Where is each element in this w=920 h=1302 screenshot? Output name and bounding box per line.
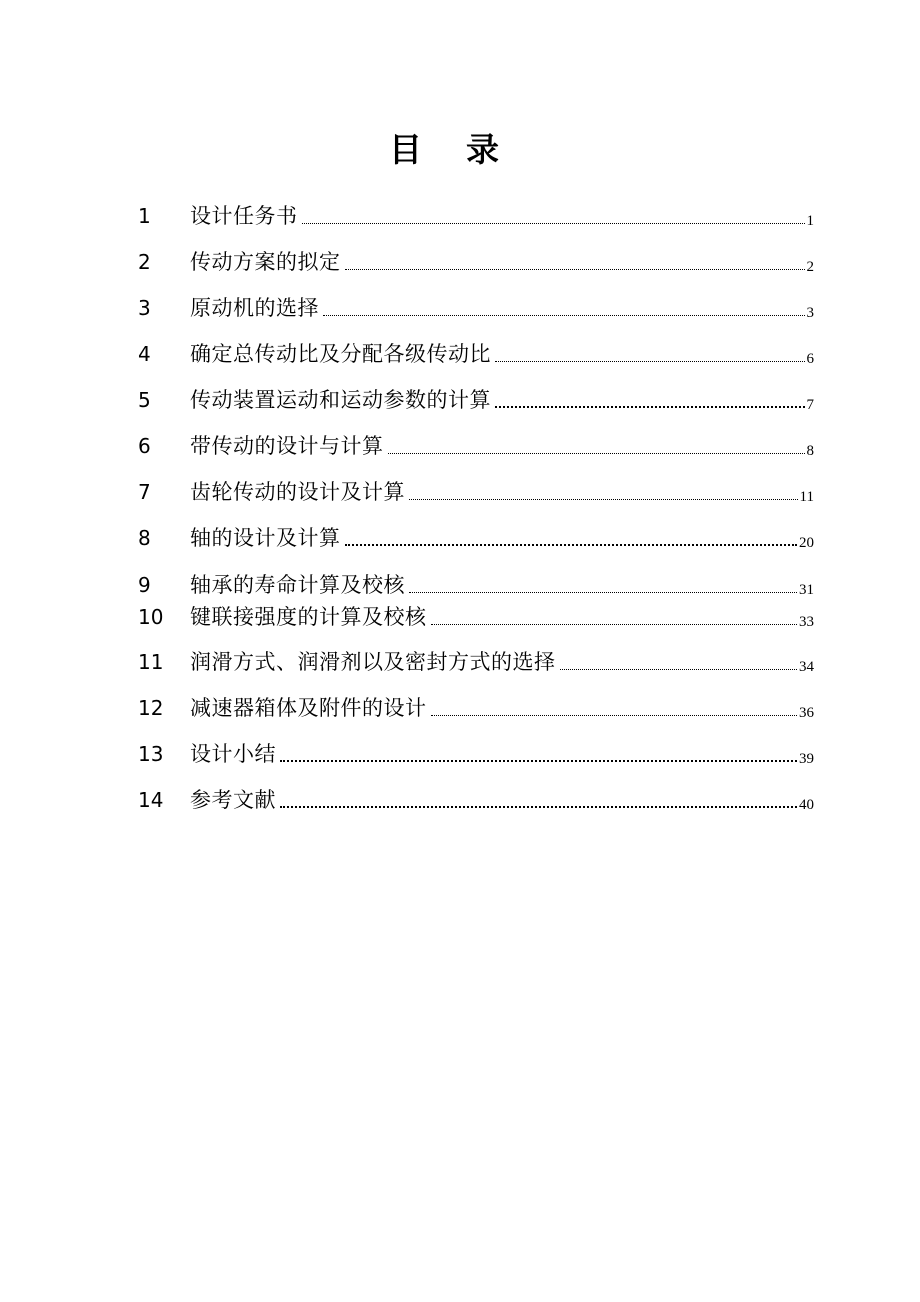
toc-entry-page: 1 [806, 213, 814, 229]
title-char-2: 录 [466, 130, 499, 169]
toc-entry[interactable] [138, 475, 814, 505]
toc-entry-page: 39 [799, 751, 814, 767]
toc-entry-leader [431, 624, 798, 625]
toc-entry[interactable] [138, 199, 814, 229]
toc-entry-title: 键联接强度的计算及校核 [190, 605, 427, 629]
toc-entry-number: 10 [138, 605, 164, 629]
toc-entry[interactable] [138, 737, 814, 767]
toc-entry-title: 齿轮传动的设计及计算 [190, 480, 405, 504]
toc-entry-title: 设计任务书 [190, 204, 298, 228]
toc-entry-number: 5 [138, 388, 151, 412]
toc-entry-page: 36 [799, 705, 814, 721]
toc-entry-page: 34 [799, 659, 814, 675]
toc-entry[interactable] [138, 337, 814, 367]
toc-entry[interactable] [138, 291, 814, 321]
toc-entry-title: 轴承的寿命计算及校核 [190, 573, 405, 597]
toc-entry-page: 8 [806, 443, 814, 459]
toc-entry-leader [280, 806, 797, 808]
toc-entry[interactable] [138, 645, 814, 675]
toc-entry-number: 3 [138, 296, 151, 320]
toc-entry-page: 3 [806, 305, 814, 321]
toc-entry-title: 润滑方式、润滑剂以及密封方式的选择 [190, 650, 556, 674]
toc-entry-leader [323, 315, 805, 316]
toc-entry-title: 设计小结 [190, 742, 276, 766]
toc-entry-page: 2 [806, 259, 814, 275]
toc-entry[interactable] [138, 429, 814, 459]
toc-entry-number: 6 [138, 434, 151, 458]
toc-entry-number: 9 [138, 573, 151, 597]
toc-entry-title: 参考文献 [190, 788, 276, 812]
toc-entry-leader [409, 592, 797, 593]
toc-entry-title: 减速器箱体及附件的设计 [190, 696, 427, 720]
toc-entry-page: 33 [799, 614, 814, 630]
toc-entry-page: 6 [806, 351, 814, 367]
toc-entry-page: 7 [806, 397, 814, 413]
toc-entry-page: 11 [799, 489, 814, 505]
toc-entry-page: 31 [799, 582, 814, 598]
toc-entry-number: 14 [138, 788, 164, 812]
toc-entry-title: 确定总传动比及分配各级传动比 [190, 342, 491, 366]
toc-entry[interactable] [138, 521, 814, 551]
toc-entry-number: 12 [138, 696, 164, 720]
toc-entry[interactable] [138, 568, 814, 598]
toc-entry-title: 原动机的选择 [190, 296, 319, 320]
toc-entry-number: 8 [138, 526, 151, 550]
toc-entry-title: 传动装置运动和运动参数的计算 [190, 388, 491, 412]
toc-entry-number: 13 [138, 742, 164, 766]
toc-entry[interactable] [138, 783, 814, 813]
title-char-1: 目 [389, 130, 422, 169]
toc-entry-leader [560, 669, 798, 670]
toc-entry-title: 轴的设计及计算 [190, 526, 341, 550]
toc-entry[interactable] [138, 245, 814, 275]
toc-entry[interactable] [138, 600, 814, 630]
toc-entry[interactable] [138, 691, 814, 721]
toc-entry-leader [302, 223, 805, 224]
toc-entry-number: 1 [138, 204, 151, 228]
toc-entry-number: 11 [138, 650, 164, 674]
toc-entry-leader [409, 499, 798, 500]
toc-entry-leader [495, 361, 805, 362]
toc-entry-leader [280, 760, 797, 762]
toc-entry-leader [388, 453, 805, 454]
toc-entry-title: 传动方案的拟定 [190, 250, 341, 274]
toc-entry-title: 带传动的设计与计算 [190, 434, 384, 458]
toc-entry-page: 40 [799, 797, 814, 813]
toc-entry-leader [431, 715, 798, 716]
toc-entry-number: 2 [138, 250, 151, 274]
toc-entry-page: 20 [799, 535, 814, 551]
toc-entry-leader [345, 269, 805, 270]
toc-entry-number: 4 [138, 342, 151, 366]
toc-entry-leader [345, 544, 798, 546]
toc-entry[interactable] [138, 383, 814, 413]
toc-entry-number: 7 [138, 480, 151, 504]
toc-entry-leader [495, 406, 805, 408]
